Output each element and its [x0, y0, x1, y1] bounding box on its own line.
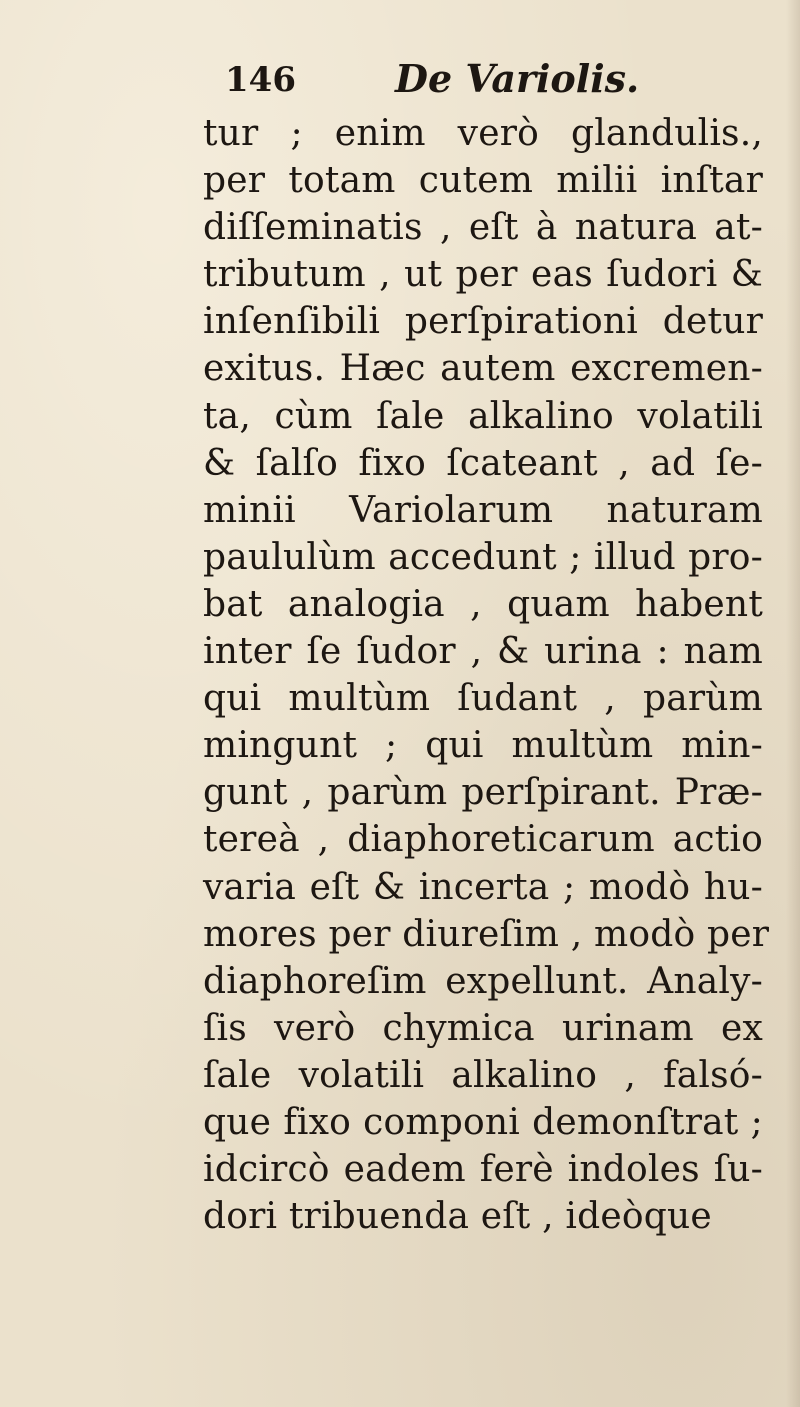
text-line: per totam cutem milii inſtar [203, 160, 763, 202]
text-line: bat analogia , quam habent [203, 583, 763, 625]
text-line: diſſeminatis , eſt à natura at- [203, 207, 763, 249]
text-line: exitus. Hæc autem excremen- [203, 348, 763, 390]
text-line: tributum , ut per eas ſudori & [203, 254, 763, 296]
text-line: paululùm accedunt ; illud pro- [203, 536, 763, 578]
text-line: ta, cùm ſale alkalino volatili [203, 395, 763, 437]
text-line: ſis verò chymica urinam ex [203, 1007, 763, 1049]
text-line: que fixo componi demonſtrat ; [203, 1101, 763, 1143]
running-title: De Variolis. [395, 56, 640, 101]
page-edge-shadow [786, 0, 800, 1407]
text-line: qui multùm ſudant , parùm [203, 678, 763, 720]
text-line: inter ſe ſudor , & urina : nam [203, 631, 763, 673]
text-line: tur ; enim verò glandulis., [203, 113, 763, 154]
text-line: gunt , parùm perſpirant. Præ- [203, 772, 763, 814]
text-line: mingunt ; qui multùm min- [203, 725, 763, 767]
text-line: dori tribuenda eſt , ideòque [203, 1196, 712, 1238]
text-line: varia eſt & incerta ; modò hu- [203, 866, 763, 908]
text-line: minii Variolarum naturam [203, 489, 763, 531]
text-line: inſenſibili perſpirationi detur [203, 301, 763, 343]
text-line: idcircò eadem ferè indoles ſu- [203, 1149, 763, 1191]
text-line: & ſalſo fixo ſcateant , ad ſe- [203, 442, 763, 484]
body-text [203, 110, 770, 1240]
text-line: tereà , diaphoreticarum actio [203, 819, 763, 861]
text-line: ſale volatili alkalino , falsó- [203, 1054, 763, 1096]
text-line: diaphoreſim expellunt. Analy- [203, 960, 763, 1002]
text-line: mores per diureſim , modò per [203, 913, 770, 955]
page-number: 146 [225, 60, 296, 100]
